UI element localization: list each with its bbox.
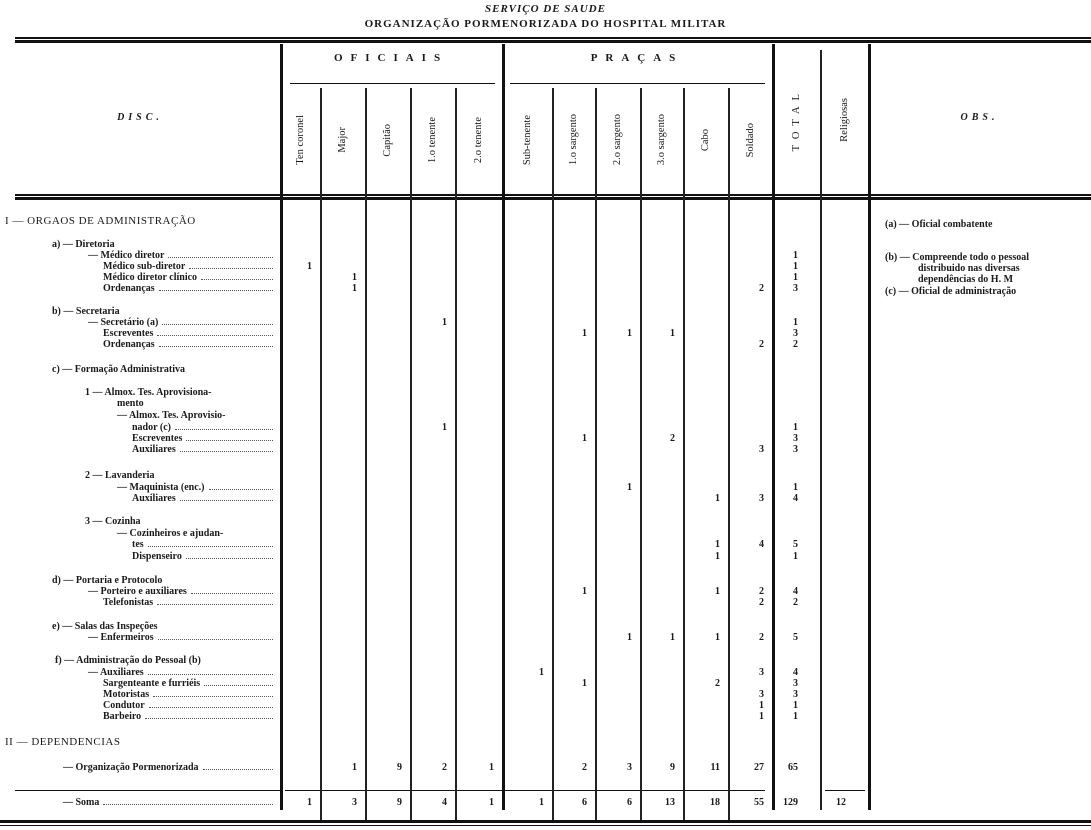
cell-2-o-sargento: 1 [627,328,632,339]
column-header-disc: DISC. [117,112,163,123]
column-header-religiosas [820,48,868,192]
row-label-text: — Secretário (a) [88,317,159,328]
dot-leader [158,632,273,640]
table-row [0,700,868,711]
row-label [88,586,275,597]
dot-leader [201,272,273,280]
cell-3-o-sargento: 2 [670,433,675,444]
column-header-label: Major [337,127,348,153]
row-label-text: — Organização Pormenorizada [63,762,199,773]
row-label [132,493,275,504]
cell-1-o-sargento: 1 [582,433,587,444]
table-row [0,364,868,375]
cell-cabo: 1 [715,539,720,550]
table-row [0,239,868,250]
document-title: SERVIÇO DE SAUDE [485,3,606,15]
row-label-text: — Auxiliares [88,667,144,678]
table-row [0,689,868,700]
cell-major: 1 [352,762,357,773]
cell-total: 129 [783,797,798,808]
column-header-label: 3.o sargento [656,114,667,166]
row-label [88,667,275,678]
row-label [85,516,345,527]
dot-leader [148,667,273,675]
cell-cabo: 1 [715,586,720,597]
table-row [0,516,868,527]
row-label-text: c) — Formação Administrativa [52,364,186,375]
row-label [5,737,265,748]
table-row [0,216,868,227]
dot-leader [203,762,273,770]
row-label [103,261,275,272]
dot-leader [189,261,273,269]
column-header-label: Religiosas [838,98,850,142]
group-header-pracas: PRAÇAS [590,52,684,64]
column-header-1-o-tenente [410,88,455,192]
cell-soldado: 3 [759,444,764,455]
column-header-obs: OBS. [960,112,999,123]
row-label [103,339,275,350]
cell-total: 1 [793,317,798,328]
table-row [0,575,868,586]
cell-cabo: 2 [715,678,720,689]
cell-1-o-tenente: 1 [442,317,447,328]
row-label [85,470,345,481]
column-header-sub-tenente [502,88,552,192]
cell-total: 3 [793,433,798,444]
row-label-text: Condutor [103,700,145,711]
cell-religiosas: 12 [836,797,846,808]
row-label-text: d) — Portaria e Protocolo [52,575,163,586]
row-label [85,387,345,398]
obs-note-b [885,252,1029,285]
table-row [0,283,868,294]
dot-leader [204,678,273,686]
row-label [132,433,275,444]
table-row [0,678,868,689]
cell-cabo: 18 [710,797,720,808]
row-label-text: mento [117,398,144,409]
column-header-capit-o [365,88,410,192]
row-label [52,621,312,632]
cell-total: 1 [793,272,798,283]
row-label-text: nador (c) [132,422,171,433]
obs-note-a: (a) — Oficial combatente [885,219,993,230]
row-label-text: Escreventes [103,328,154,339]
row-label [52,575,312,586]
table-row [0,470,868,481]
row-label [103,328,275,339]
column-header-major [320,88,365,192]
cell-soldado: 2 [759,283,764,294]
table-row [0,493,868,504]
row-label [103,678,275,689]
row-label-text: Telefonistas [103,597,154,608]
table-row [0,410,868,421]
cell-2-o-sargento: 1 [627,632,632,643]
row-label [132,444,275,455]
dot-leader [149,700,273,708]
dot-leader [148,539,273,547]
cell-total: 1 [793,422,798,433]
row-label [63,797,275,808]
rule-line [510,83,765,84]
cell-cabo: 11 [710,762,720,773]
cell-soldado: 55 [754,797,764,808]
column-header-2-o-tenente [455,88,502,192]
rule-line [15,37,1091,39]
cell-2-o-sargento: 3 [627,762,632,773]
column-rule [868,44,871,810]
row-label [117,528,377,539]
column-header-2-o-sargento [595,88,640,192]
table-row [0,551,868,562]
column-header-label: TOTAL [790,88,802,152]
cell-2-o-sargento: 1 [627,482,632,493]
cell-soldado: 1 [759,711,764,722]
cell-soldado: 1 [759,700,764,711]
cell-soldado: 3 [759,493,764,504]
column-header-label: Capitão [382,123,393,157]
cell-3-o-sargento: 1 [670,328,675,339]
dot-leader [180,493,273,501]
cell-soldado: 27 [754,762,764,773]
rule-line [825,790,865,791]
row-label [103,689,275,700]
row-label-text: — Médico diretor [88,250,165,261]
row-label-text: — Almox. Tes. Aprovisio- [117,410,226,421]
table-row [0,422,868,433]
cell-3-o-sargento: 9 [670,762,675,773]
column-header-label: 1.o sargento [568,114,579,166]
row-label [52,239,312,250]
cell-soldado: 4 [759,539,764,550]
row-label [55,655,315,666]
cell-3-o-sargento: 1 [670,632,675,643]
cell-soldado: 2 [759,597,764,608]
cell-2-o-tenente: 1 [489,797,494,808]
obs-note-b-line2: distribuido nas diversas [918,263,1020,274]
row-label-text: Auxiliares [132,444,176,455]
row-label-text: — Porteiro e auxiliares [88,586,187,597]
cell-major: 1 [352,272,357,283]
column-header-label: 1.o tenente [427,116,438,164]
cell-cabo: 1 [715,551,720,562]
row-label-text: Médico diretor clínico [103,272,198,283]
row-label [132,539,275,550]
cell-total: 5 [793,632,798,643]
row-label-text: 1 — Almox. Tes. Aprovisiona- [85,387,212,398]
cell-soldado: 3 [759,667,764,678]
cell-total: 1 [793,482,798,493]
cell-total: 1 [793,551,798,562]
table-row [0,528,868,539]
row-label-text: a) — Diretoria [52,239,115,250]
row-label [52,364,312,375]
dot-leader [145,711,273,719]
row-label [103,272,275,283]
rule-line [290,83,495,84]
row-label-text: — Cozinheiros e ajudan- [117,528,224,539]
cell-soldado: 3 [759,689,764,700]
column-header-1-o-sargento [552,88,595,192]
cell-total: 4 [793,493,798,504]
dot-leader [103,797,273,805]
column-header-label: Ten coronel [294,115,306,165]
cell-total: 1 [793,261,798,272]
document-subtitle: ORGANIZAÇÃO PORMENORIZADA DO HOSPITAL MILITAR [364,18,727,30]
cell-total: 4 [793,667,798,678]
column-header-total [772,48,820,192]
row-label-text: f) — Administração do Pessoal (b) [55,655,201,666]
cell-1-o-tenente: 1 [442,422,447,433]
cell-1-o-sargento: 1 [582,328,587,339]
table-row [0,737,868,748]
cell-soldado: 2 [759,632,764,643]
dot-leader [157,328,273,336]
cell-2-o-tenente: 1 [489,762,494,773]
dot-leader [191,586,273,594]
dot-leader [159,339,273,347]
cell-total: 1 [793,711,798,722]
cell-soldado: 2 [759,339,764,350]
dot-leader [175,422,273,430]
table-row [0,655,868,666]
column-header-label: Soldado [744,122,756,158]
cell-ten-coronel: 1 [307,261,312,272]
cell-major: 1 [352,283,357,294]
cell-1-o-tenente: 2 [442,762,447,773]
row-label-text: 2 — Lavanderia [85,470,155,481]
column-header-label: 2.o sargento [612,114,623,166]
column-header-label: Cabo [700,128,711,152]
dot-leader [186,551,273,559]
table-row [0,306,868,317]
table-row [0,586,868,597]
row-label-text: tes [132,539,144,550]
row-label-text: Barbeiro [103,711,142,722]
column-header-ten-coronel [280,88,320,192]
row-label-text: Sargenteante e furriéis [103,678,201,689]
cell-1-o-sargento: 1 [582,678,587,689]
cell-sub-tenente: 1 [539,797,544,808]
cell-total: 3 [793,678,798,689]
row-label-text: I — ORGAOS DE ADMINISTRAÇÃO [5,215,196,227]
row-label [103,597,275,608]
dot-leader [159,283,273,291]
row-label-text: Auxiliares [132,493,176,504]
table-row [0,317,868,328]
row-label [117,482,275,493]
cell-1-o-sargento: 1 [582,586,587,597]
table-row [0,482,868,493]
column-header-3-o-sargento [640,88,683,192]
row-label [88,317,275,328]
cell-sub-tenente: 1 [539,667,544,678]
cell-total: 2 [793,339,798,350]
row-label [103,283,275,294]
table-row [0,621,868,632]
rule-line [15,40,1091,43]
row-label-text: — Soma [63,797,100,808]
table-row [0,632,868,643]
cell-1-o-tenente: 4 [442,797,447,808]
cell-total: 65 [788,762,798,773]
cell-1-o-sargento: 2 [582,762,587,773]
row-label [88,632,275,643]
obs-note-b-line1: (b) — Compreende todo o pessoal [885,252,1029,263]
cell-capit-o: 9 [397,762,402,773]
row-label-text: Dispenseiro [132,551,182,562]
row-label-text: 3 — Cozinha [85,516,141,527]
row-label-text: Motoristas [103,689,150,700]
row-label [88,250,275,261]
cell-cabo: 1 [715,493,720,504]
dot-leader [168,250,273,258]
table-row [0,328,868,339]
cell-total: 3 [793,328,798,339]
cell-2-o-sargento: 6 [627,797,632,808]
cell-soldado: 2 [759,586,764,597]
cell-major: 3 [352,797,357,808]
dot-leader [186,433,273,441]
cell-ten-coronel: 1 [307,797,312,808]
dot-leader [209,482,274,490]
row-label [132,551,275,562]
cell-total: 4 [793,586,798,597]
row-label-text: Ordenanças [103,339,155,350]
table-row [0,711,868,722]
row-label [103,711,275,722]
row-label [63,762,275,773]
rule-line [0,825,1091,826]
table-row [0,339,868,350]
table-row [0,250,868,261]
row-label-text: — Maquinista (enc.) [117,482,205,493]
dot-leader [162,317,273,325]
row-label-text: Escreventes [132,433,183,444]
cell-total: 3 [793,444,798,455]
table-row [0,387,868,398]
row-label [103,700,275,711]
table-row [0,433,868,444]
column-header-soldado [728,88,772,192]
cell-capit-o: 9 [397,797,402,808]
cell-total: 3 [793,689,798,700]
row-label [117,410,377,421]
row-label-text: II — DEPENDENCIAS [5,736,121,748]
row-label-text: Médico sub-diretor [103,261,186,272]
table-row [0,272,868,283]
table-row [0,398,868,409]
row-label-text: — Enfermeiros [88,632,154,643]
dot-leader [157,597,273,605]
cell-total: 3 [793,283,798,294]
dot-leader [180,444,273,452]
row-label [117,398,377,409]
table-row [0,261,868,272]
cell-total: 2 [793,597,798,608]
obs-note-b-line3: dependências do H. M [918,274,1014,285]
row-label [5,216,265,227]
rule-line [15,790,280,791]
cell-3-o-sargento: 13 [665,797,675,808]
row-label-text: e) — Salas das Inspeções [52,621,158,632]
table-row [0,762,868,773]
total-row [0,797,868,808]
column-header-cabo [683,88,728,192]
column-header-label: 2.o tenente [473,116,484,164]
cell-total: 1 [793,700,798,711]
column-header-label: Sub-tenente [521,114,533,166]
cell-total: 5 [793,539,798,550]
row-label [132,422,275,433]
row-label-text: b) — Secretaria [52,306,120,317]
row-label [52,306,312,317]
cell-1-o-sargento: 6 [582,797,587,808]
dot-leader [153,689,273,697]
table-row [0,597,868,608]
group-header-oficiais: OFICIAIS [333,52,449,64]
rule-line [285,790,765,791]
table-row [0,667,868,678]
cell-total: 1 [793,250,798,261]
rule-line [0,820,1091,823]
obs-note-c: (c) — Oficial de administração [885,286,1017,297]
cell-cabo: 1 [715,632,720,643]
row-label-text: Ordenanças [103,283,155,294]
table-row [0,539,868,550]
table-row [0,444,868,455]
